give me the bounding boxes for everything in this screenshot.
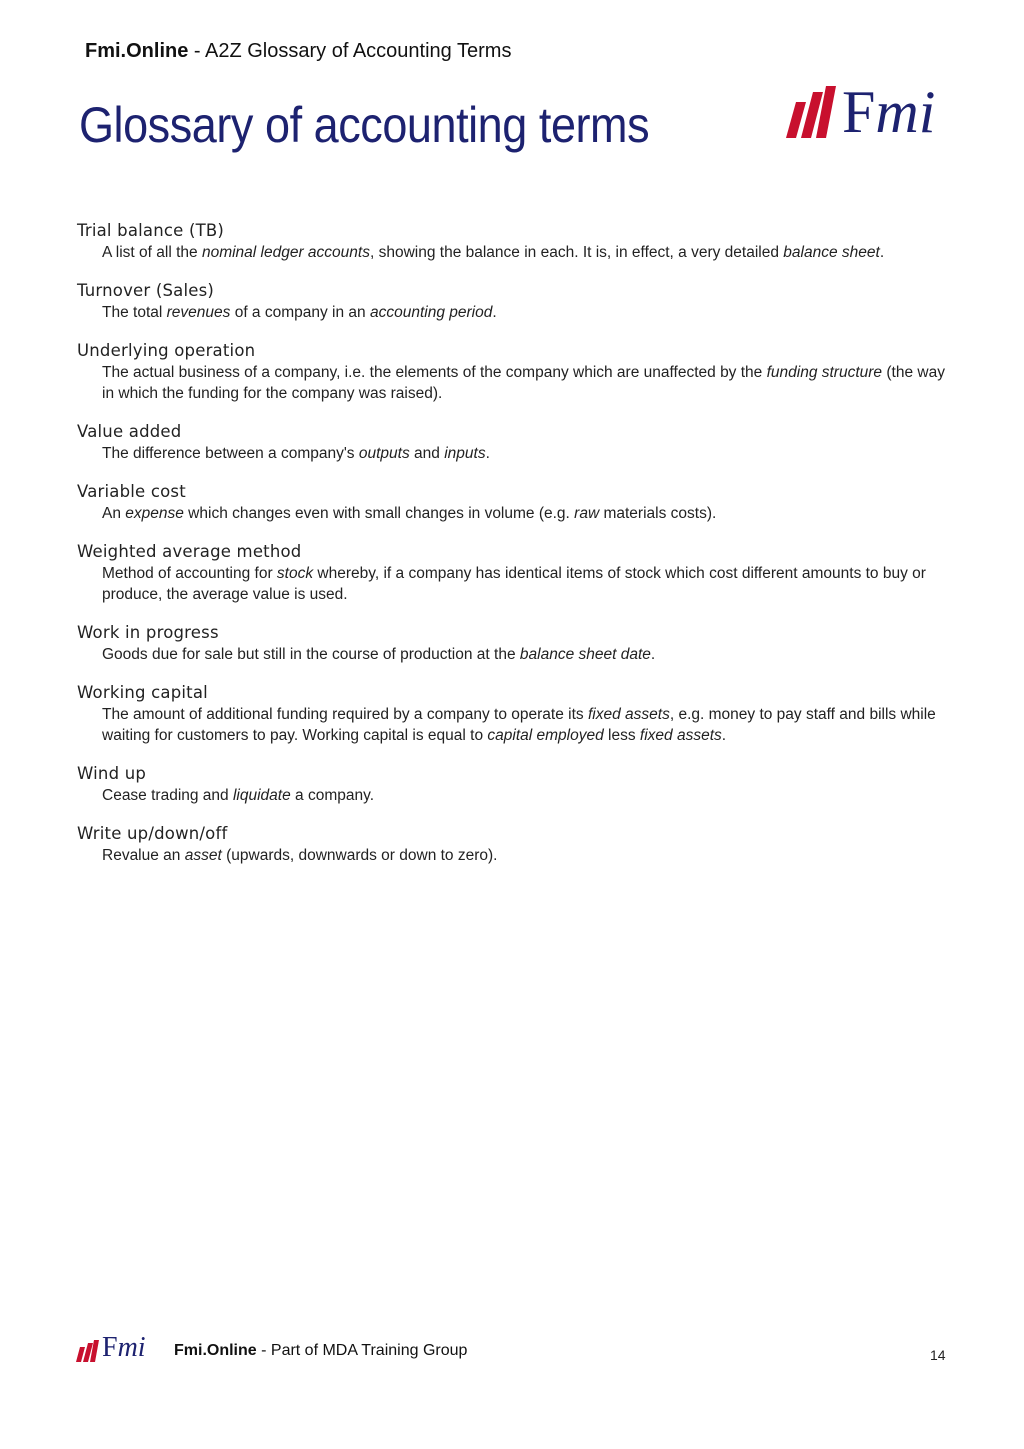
glossary-term: Turnover (Sales): [77, 281, 215, 300]
definition-text: of a company in an: [230, 304, 370, 321]
definition-text: An: [102, 505, 126, 522]
definition-text: and: [409, 445, 445, 462]
emphasized-term: stock: [276, 565, 314, 582]
glossary-list: [77, 220, 957, 883]
emphasized-term: asset: [184, 847, 222, 864]
header-subtitle: - A2Z Glossary of Accounting Terms: [188, 40, 512, 62]
definition-text: less: [603, 727, 640, 744]
definition-text: which changes even with small changes in volume (e.g.: [183, 505, 575, 522]
definition-text: , e.g. money to pay staff and bills while waiting for customers to pay. Working capital is equal to: [102, 706, 936, 744]
emphasized-term: liquidate: [232, 787, 291, 804]
glossary-term: Working capital: [77, 683, 208, 702]
document-header: [85, 40, 511, 63]
glossary-entry: [77, 622, 957, 665]
logo-wordmark: [842, 79, 936, 145]
logo-letters-mi: mi: [875, 79, 936, 145]
logo-letter-f: F: [842, 79, 876, 145]
footer-logo-letters-mi: mi: [117, 1332, 146, 1363]
glossary-definition: [102, 644, 957, 665]
glossary-term: Variable cost: [77, 482, 186, 501]
glossary-definition: [102, 785, 957, 806]
footer-tagline: - Part of MDA Training Group: [256, 1342, 468, 1359]
glossary-definition: [102, 503, 957, 524]
definition-text: Cease trading and: [102, 787, 233, 804]
definition-text: a company.: [290, 787, 375, 804]
glossary-definition: [102, 302, 957, 323]
glossary-entry: [77, 682, 957, 746]
glossary-definition: [102, 242, 957, 263]
definition-text: The actual business of a company, i.e. the elements of the company which are unaffected by the: [102, 364, 767, 381]
definition-text: A list of all the: [102, 244, 202, 261]
definition-text: (upwards, downwards or down to zero).: [221, 847, 498, 864]
glossary-entry: [77, 220, 957, 263]
fmi-logo: [780, 80, 980, 150]
emphasized-term: balance sheet: [783, 244, 880, 261]
definition-text: Revalue an: [102, 847, 185, 864]
definition-text: .: [485, 445, 490, 462]
glossary-entry: [77, 340, 957, 404]
definition-text: Goods due for sale but still in the course of production at the: [102, 646, 520, 663]
emphasized-term: revenues: [166, 304, 231, 321]
emphasized-term: inputs: [444, 445, 486, 462]
definition-text: The difference between a company's: [102, 445, 359, 462]
emphasized-term: fixed assets: [587, 706, 670, 723]
emphasized-term: nominal ledger accounts: [201, 244, 370, 261]
definition-text: Method of accounting for: [102, 565, 277, 582]
glossary-term: Trial balance (TB): [77, 221, 225, 240]
definition-text: .: [879, 244, 885, 261]
emphasized-term: funding structure: [766, 364, 883, 381]
emphasized-term: balance sheet date: [519, 646, 651, 663]
page-number: 14: [930, 1347, 946, 1363]
glossary-term: Underlying operation: [77, 341, 256, 360]
glossary-definition: [102, 704, 957, 746]
emphasized-term: fixed assets: [639, 727, 722, 744]
definition-text: materials costs).: [599, 505, 717, 522]
glossary-definition: [102, 563, 957, 605]
definition-text: The total: [102, 304, 167, 321]
definition-text: The amount of additional funding required by a company to operate its: [102, 706, 588, 723]
glossary-term: Write up/down/off: [77, 824, 228, 843]
glossary-term: Work in progress: [77, 623, 219, 642]
glossary-definition: [102, 845, 957, 866]
glossary-entry: [77, 481, 957, 524]
definition-text: .: [650, 646, 656, 663]
footer-logo-letter-f: F: [102, 1332, 118, 1363]
emphasized-term: capital employed: [487, 727, 604, 744]
definition-text: .: [492, 304, 497, 321]
definition-text: .: [721, 727, 727, 744]
definition-text: , showing the balance in each. It is, in effect, a very detailed: [369, 244, 784, 261]
glossary-term: Wind up: [77, 764, 147, 783]
glossary-term: Value added: [77, 422, 182, 441]
header-brand: Fmi.Online: [85, 40, 189, 62]
page-title: Glossary of accounting terms: [79, 97, 650, 153]
definition-text: whereby, if a company has identical items of stock which cost different amounts to buy or produce, the average value is used.: [102, 565, 926, 603]
emphasized-term: raw: [574, 505, 600, 522]
emphasized-term: accounting period: [369, 304, 493, 321]
emphasized-term: expense: [125, 505, 184, 522]
glossary-definition: [102, 443, 957, 464]
glossary-definition: [102, 362, 957, 404]
footer-brand: Fmi.Online: [174, 1342, 257, 1359]
definition-text: (the way in which the funding for the company was raised).: [102, 364, 945, 402]
footer-text: [174, 1342, 467, 1360]
page-footer: [73, 1334, 973, 1370]
glossary-entry: [77, 823, 957, 866]
footer-logo-wordmark: [102, 1334, 146, 1362]
footer-logo-bars-icon: [73, 1340, 99, 1362]
glossary-entry: [77, 763, 957, 806]
logo-bars-icon: [780, 86, 836, 138]
emphasized-term: outputs: [358, 445, 410, 462]
glossary-entry: [77, 421, 957, 464]
glossary-term: Weighted average method: [77, 542, 302, 561]
glossary-entry: [77, 541, 957, 605]
glossary-entry: [77, 280, 957, 323]
